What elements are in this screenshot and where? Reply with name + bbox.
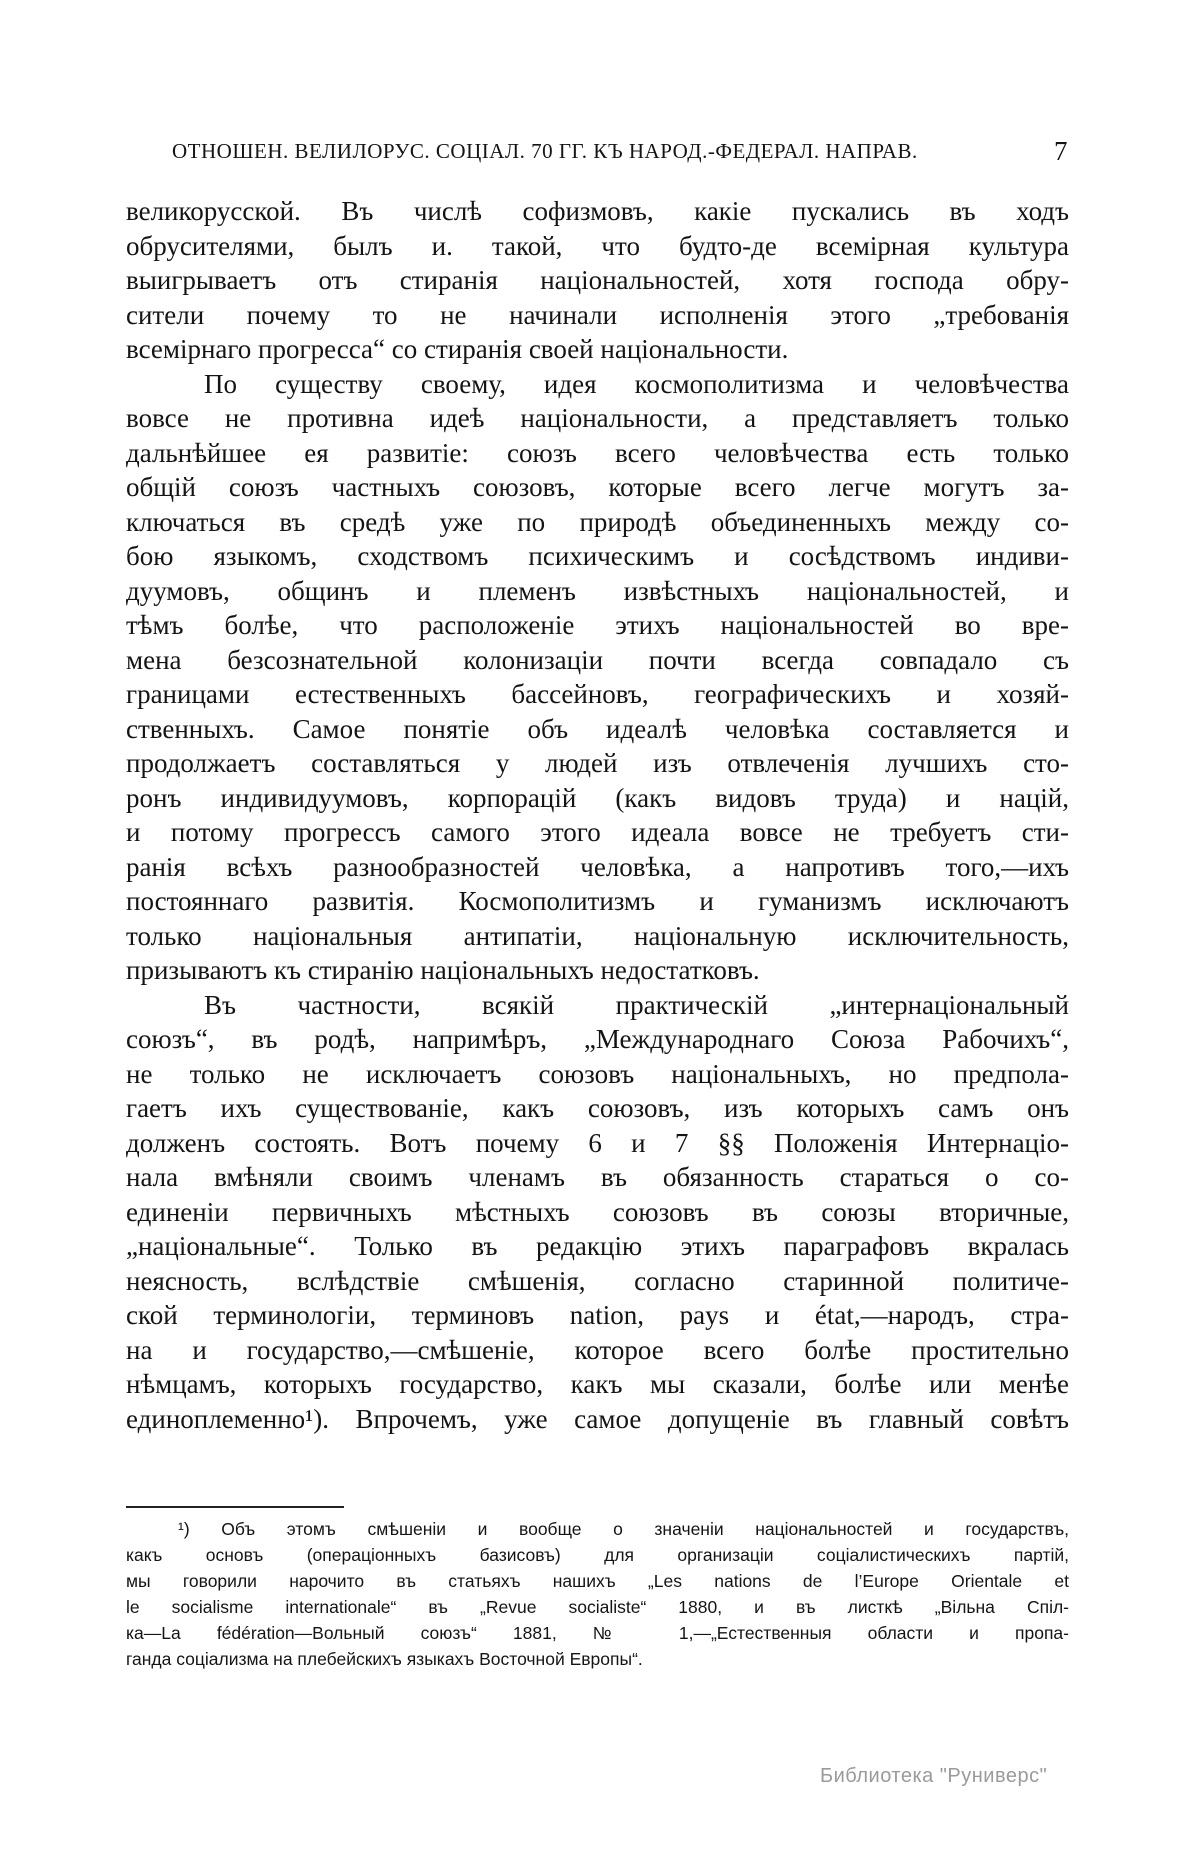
- running-head: [172, 136, 1068, 166]
- text-line: продолжаетъ составляться у людей изъ отвлеченія лучшихъ сто-: [126, 748, 1069, 778]
- text-line: границами естественныхъ бассейновъ, географическихъ и хозяй-: [126, 679, 1069, 709]
- text-line: обрусителями, былъ и. такой, что будто-де всемірная культура: [126, 230, 1069, 261]
- text-line: единоплеменно¹). Впрочемъ, уже самое допущеніе въ главный совѣтъ: [126, 1403, 1069, 1434]
- library-watermark: Библиотека "Руниверс": [820, 1765, 1048, 1787]
- text-line: бою языкомъ, сходствомъ психическимъ и сосѣдствомъ индиви-: [126, 541, 1069, 571]
- text-line: единеніи первичныхъ мѣстныхъ союзовъ въ союзы вторичные,: [126, 1196, 1069, 1227]
- text-line: тѣмъ болѣе, что расположеніе этихъ національностей во вре-: [126, 610, 1069, 640]
- footnote-line: ¹) Объ этомъ смѣшеніи и вообще о значеніи національностей и государствъ,: [178, 1519, 1069, 1539]
- body-text: [126, 194, 1069, 1436]
- running-title: ОТНОШЕН. ВЕЛИЛОРУС. СОЦІАЛ. 70 ГГ. КЪ НАРОД.-ФЕДЕРАЛ. НАПРАВ.: [172, 139, 918, 163]
- text-line: ранія всѣхъ разнообразностей человѣка, а напротивъ того,—ихъ: [126, 851, 1069, 882]
- text-line: неясность, вслѣдствіе смѣшенія, согласно старинной политиче-: [126, 1265, 1069, 1296]
- text-line: дальнѣйшее ея развитіе: союзъ всего человѣчества есть только: [126, 437, 1069, 468]
- text-line: сители почему то не начинали исполненія этого „требованія: [126, 299, 1069, 330]
- footnote-line: ганда соціализма на плебейскихъ языкахъ Восточной Европы“.: [126, 1649, 643, 1669]
- footnote-line: ка—La fédération—Вольный союзъ“ 1881, № 1,—„Естественныя области и пропа-: [126, 1623, 1069, 1643]
- footnote-line: le socialisme internationale“ въ „Revue socialiste“ 1880, и въ листкѣ „Вільна Спіл-: [126, 1597, 1069, 1617]
- text-line: вовсе не противна идеѣ національности, а представляетъ только: [126, 403, 1069, 433]
- text-line: нѣмцамъ, которыхъ государство, какъ мы сказали, болѣе или менѣе: [126, 1369, 1069, 1399]
- text-line: выигрываетъ отъ стиранія національностей, хотя господа обру-: [126, 265, 1069, 295]
- text-line: По существу своему, идея космополитизма и человѣчества: [204, 368, 1069, 399]
- text-line: только національныя антипатіи, національную исключительность,: [126, 920, 1069, 951]
- text-line: союзъ“, въ родѣ, напримѣръ, „Международнаго Союза Рабочихъ“,: [126, 1024, 1069, 1054]
- text-line: „національные“. Только въ редакцію этихъ параграфовъ вкралась: [126, 1231, 1069, 1261]
- text-line: ской терминологіи, терминовъ nation, pays и état,—народъ, стра-: [126, 1300, 1069, 1330]
- text-line: долженъ состоять. Вотъ почему 6 и 7 §§ Положенія Интернаціо-: [126, 1127, 1069, 1158]
- text-line: призываютъ къ стиранію національныхъ недостатковъ.: [126, 955, 760, 985]
- text-line: мена безсознательной колонизаціи почти всегда совпадало съ: [126, 644, 1069, 675]
- text-line: ственныхъ. Самое понятіе объ идеалѣ человѣка составляется и: [126, 713, 1069, 744]
- text-line: общій союзъ частныхъ союзовъ, которые всего легче могутъ за-: [126, 472, 1069, 502]
- text-line: великорусской. Въ числѣ софизмовъ, какіе пускались въ ходъ: [126, 196, 1069, 226]
- text-line: на и государство,—смѣшеніе, которое всего болѣе простительно: [126, 1334, 1069, 1365]
- text-line: дуумовъ, общинъ и племенъ извѣстныхъ національностей, и: [126, 575, 1069, 606]
- text-line: ронъ индивидуумовъ, корпорацій (какъ видовъ труда) и націй,: [126, 782, 1069, 813]
- text-line: постояннаго развитія. Космополитизмъ и гуманизмъ исключаютъ: [126, 886, 1069, 916]
- footnote-line: мы говорили нарочито въ статьяхъ нашихъ „Les nations de l’Europe Orientale et: [126, 1571, 1069, 1591]
- text-line: гаетъ ихъ существованіе, какъ союзовъ, изъ которыхъ самъ онъ: [126, 1093, 1069, 1123]
- text-line: не только не исключаетъ союзовъ національныхъ, но предпола-: [126, 1058, 1069, 1089]
- text-line: и потому прогрессъ самого этого идеала вовсе не требуетъ сти-: [126, 817, 1069, 847]
- page-number: 7: [1054, 136, 1068, 166]
- text-line: ключаться въ средѣ уже по природѣ объединенныхъ между со-: [126, 506, 1069, 537]
- text-line: всемірнаго прогресса“ со стиранія своей національности.: [126, 334, 789, 364]
- footnote: [126, 1516, 1069, 1672]
- text-line: Въ частности, всякій практическій „интернаціональный: [204, 989, 1069, 1020]
- footnote-rule: [126, 1506, 344, 1508]
- footnote-line: какъ основъ (операціонныхъ базисовъ) для организаціи соціалистическихъ партій,: [126, 1545, 1069, 1565]
- text-line: нала вмѣняли своимъ членамъ въ обязанность стараться о со-: [126, 1162, 1069, 1192]
